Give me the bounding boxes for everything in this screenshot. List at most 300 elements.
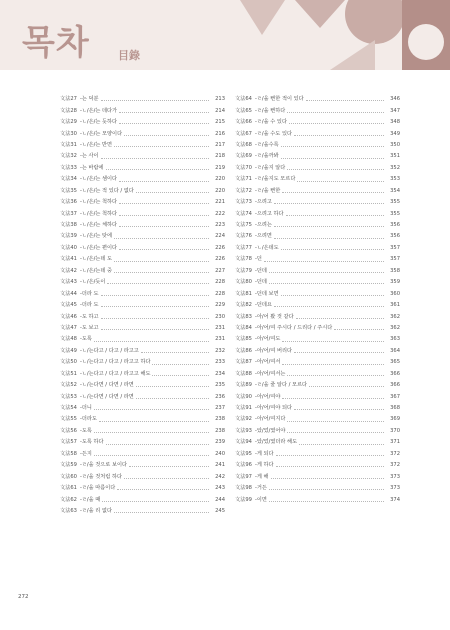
- dot-leader: [274, 238, 384, 239]
- toc-entry[interactable]: [60, 366, 225, 377]
- toc-entry-code: 文法38: [60, 222, 77, 229]
- toc-entry[interactable]: [235, 411, 400, 422]
- toc-entry-code: 文法65: [235, 107, 252, 114]
- toc-entry[interactable]: [60, 205, 225, 216]
- toc-entry[interactable]: [60, 320, 225, 331]
- toc-entry-label: -도록: [79, 427, 92, 434]
- toc-entry-label: -던데요: [254, 302, 272, 309]
- toc-entry-code: 文法44: [60, 290, 77, 297]
- toc-entry-page: 226: [215, 244, 225, 251]
- toc-entry[interactable]: [60, 114, 225, 125]
- toc-entry-label: -도 보고: [79, 324, 99, 331]
- dot-leader: [269, 501, 384, 502]
- toc-entry-code: 文法52: [60, 382, 77, 389]
- toc-entry-page: 226: [215, 256, 225, 263]
- toc-entry-page: 370: [390, 427, 400, 434]
- dot-leader: [274, 203, 384, 204]
- dot-leader: [94, 409, 209, 410]
- toc-entry-code: 文法61: [60, 485, 77, 492]
- toc-entry-code: 文法46: [60, 313, 77, 320]
- toc-entry-page: 223: [215, 222, 225, 229]
- dot-leader: [94, 455, 209, 456]
- toc-entry-label: -ㄴ/은/듯이: [79, 279, 106, 286]
- toc-entry-label: -ㄴ/는다면 / 다면 / 라면: [79, 393, 134, 400]
- toc-entry[interactable]: [60, 503, 225, 514]
- toc-entry-label: -ㄴ/은/는 셈이다: [79, 176, 118, 183]
- toc-left-column: [60, 91, 225, 514]
- dot-leader: [282, 364, 384, 365]
- dot-leader: [119, 112, 209, 113]
- toc-entry-page: 353: [390, 176, 400, 183]
- toc-entry[interactable]: [60, 297, 225, 308]
- dot-leader: [114, 512, 209, 513]
- toc-entry[interactable]: [60, 160, 225, 171]
- toc-entry-label: -더라도: [79, 416, 97, 423]
- toc-entry[interactable]: [235, 388, 400, 399]
- toc-entry[interactable]: [60, 457, 225, 468]
- toc-entry-page: 362: [390, 313, 400, 320]
- toc-entry-code: 文法42: [60, 267, 77, 274]
- toc-entry[interactable]: [60, 251, 225, 262]
- toc-entry-label: -ㄹ/을 리 없다: [79, 507, 112, 514]
- toc-entry-code: 文法95: [235, 450, 252, 457]
- toc-entry[interactable]: [235, 217, 400, 228]
- toc-entry-code: 文法34: [60, 176, 77, 183]
- toc-entry[interactable]: [60, 171, 225, 182]
- toc-entry-label: -ㄴ/는다고 / 다고 / 라고고 하다: [79, 359, 151, 366]
- toc-entry[interactable]: [60, 491, 225, 502]
- toc-entry[interactable]: [60, 400, 225, 411]
- toc-entry-label: -게 하다: [254, 462, 274, 469]
- dot-leader: [274, 306, 384, 307]
- toc-entry-code: 文法55: [60, 416, 77, 423]
- toc-entry[interactable]: [60, 480, 225, 491]
- dot-leader: [136, 386, 209, 387]
- toc-entry-code: 文法74: [235, 210, 252, 217]
- toc-entry-label: -던데: [254, 267, 267, 274]
- toc-entry[interactable]: [235, 423, 400, 434]
- toc-entry-label: -ㄴ/은/는 척하다: [79, 199, 118, 206]
- dot-leader: [107, 283, 209, 284]
- toc-entry-label: -ㄹ/을 것처럼 하다: [79, 473, 122, 480]
- toc-entry[interactable]: [60, 388, 225, 399]
- toc-entry[interactable]: [235, 354, 400, 365]
- toc-entry[interactable]: [60, 446, 225, 457]
- toc-entry-page: 361: [390, 302, 400, 309]
- toc-entry-label: -으려는: [254, 222, 272, 229]
- dot-leader: [294, 409, 384, 410]
- toc-entry[interactable]: [235, 377, 400, 388]
- toc-entry-code: 文法47: [60, 324, 77, 331]
- toc-entry-label: -아/어/여지다: [254, 416, 286, 423]
- toc-entry-code: 文法63: [60, 507, 77, 514]
- toc-entry-label: -ㄴ/은/는 듯하다: [79, 119, 118, 126]
- dot-leader: [114, 272, 209, 273]
- toc-entry[interactable]: [235, 285, 400, 296]
- toc-entry-page: 215: [215, 119, 225, 126]
- toc-entry[interactable]: [235, 240, 400, 251]
- toc-entry-label: -ㄹ/을 것으로 보이다: [79, 462, 127, 469]
- dot-leader: [269, 283, 384, 284]
- toc-entry[interactable]: [60, 377, 225, 388]
- toc-entry[interactable]: [60, 331, 225, 342]
- dot-leader: [286, 215, 384, 216]
- toc-entry-code: 文法72: [235, 187, 252, 194]
- dot-leader: [101, 306, 209, 307]
- toc-entry[interactable]: [235, 434, 400, 445]
- dot-leader: [136, 398, 209, 399]
- toc-entry-label: -던: [254, 256, 262, 263]
- toc-entry-label: -아/어/여서: [254, 359, 281, 366]
- toc-entry-label: -ㄴ/은데도: [254, 244, 279, 251]
- toc-entry[interactable]: [235, 263, 400, 274]
- toc-entry-code: 文法41: [60, 256, 77, 263]
- toc-entry-label: -ㄴ/는다면 / 다면 / 라면: [79, 382, 134, 389]
- toc-entry-page: 358: [390, 267, 400, 274]
- toc-entry-code: 文法56: [60, 427, 77, 434]
- toc-entry-page: 245: [215, 507, 225, 514]
- toc-entry-code: 文法43: [60, 279, 77, 286]
- toc-entry-page: 235: [215, 382, 225, 389]
- toc-entry-label: -ㄹ/을 줄 알다 / 모르다: [254, 382, 308, 389]
- toc-entry-code: 文法80: [235, 279, 252, 286]
- toc-entry-label: -ㄴ/은/는 반면: [79, 141, 113, 148]
- toc-entry-page: 230: [215, 313, 225, 320]
- toc-entry[interactable]: [235, 102, 400, 113]
- toc-entry-code: 文法62: [60, 496, 77, 503]
- toc-entry-code: 文法59: [60, 462, 77, 469]
- toc-entry[interactable]: [60, 274, 225, 285]
- toc-entry-label: -ㄹ/을 때: [79, 496, 101, 503]
- toc-entry[interactable]: [235, 194, 400, 205]
- dot-leader: [94, 341, 209, 342]
- toc-entry-code: 文法57: [60, 439, 77, 446]
- toc-entry-page: 214: [215, 107, 225, 114]
- toc-entry-label: -ㄴ/은/는 탓에: [79, 233, 113, 240]
- toc-entry-page: 366: [390, 370, 400, 377]
- toc-entry[interactable]: [60, 285, 225, 296]
- toc-entry-code: 文法71: [235, 176, 252, 183]
- toc-entry-label: -ㄴ/은/는 척하다: [79, 210, 118, 217]
- toc-entry-page: 242: [215, 473, 225, 480]
- dot-leader: [296, 318, 384, 319]
- toc-entry-label: -는 사이: [79, 153, 99, 160]
- toc-entry-code: 文法53: [60, 393, 77, 400]
- toc-entry-page: 217: [215, 141, 225, 148]
- toc-entry-code: 文法89: [235, 382, 252, 389]
- toc-entry-code: 文法99: [235, 496, 252, 503]
- toc-entry-code: 文法93: [235, 427, 252, 434]
- dot-leader: [129, 466, 209, 467]
- dot-leader: [114, 146, 209, 147]
- page-title: 목차: [22, 23, 90, 63]
- toc-entry-page: 346: [390, 96, 400, 103]
- toc-entry-label: -ㄹ/을 따름이다: [79, 485, 116, 492]
- toc-entry-label: -도 하고: [79, 313, 99, 320]
- toc-entry-page: 220: [215, 176, 225, 183]
- toc-entry-code: 文法51: [60, 370, 77, 377]
- toc-entry-page: 243: [215, 485, 225, 492]
- toc-entry-label: -이면: [254, 496, 267, 503]
- toc-entry-label: -던데 보면: [254, 290, 279, 297]
- toc-entry[interactable]: [235, 491, 400, 502]
- toc-entry-code: 文法33: [60, 164, 77, 171]
- toc-entry-label: -ㄴ/은/는 데다가: [79, 107, 118, 114]
- dot-leader: [282, 341, 384, 342]
- toc-entry-label: -ㄴ/는다고 / 다고 / 라고고: [79, 347, 139, 354]
- toc-entry[interactable]: [235, 457, 400, 468]
- toc-entry[interactable]: [60, 102, 225, 113]
- dot-leader: [264, 261, 384, 262]
- toc-entry-label: -게 되다: [254, 450, 274, 457]
- toc-entry-page: 373: [390, 473, 400, 480]
- toc-entry[interactable]: [235, 446, 400, 457]
- toc-entry[interactable]: [60, 217, 225, 228]
- toc-entry[interactable]: [60, 183, 225, 194]
- toc-entry-page: 224: [215, 233, 225, 240]
- dot-leader: [294, 135, 384, 136]
- dot-leader: [119, 203, 209, 204]
- toc-entry-code: 文法92: [235, 416, 252, 423]
- toc-entry[interactable]: [235, 320, 400, 331]
- toc-entry-page: 228: [215, 279, 225, 286]
- toc-entry-page: 219: [215, 164, 225, 171]
- dot-leader: [276, 466, 384, 467]
- toc-entry-label: -도록: [79, 336, 92, 343]
- toc-entry[interactable]: [60, 194, 225, 205]
- toc-entry-page: 222: [215, 210, 225, 217]
- toc-entry-label: -ㄹ/을수록: [254, 141, 279, 148]
- toc-entry-label: -으려면: [254, 233, 272, 240]
- toc-entry[interactable]: [235, 343, 400, 354]
- dot-leader: [152, 375, 209, 376]
- toc-entry-label: -ㄴ/은/는데 중: [79, 267, 113, 274]
- toc-entry-code: 文法37: [60, 210, 77, 217]
- toc-entry-page: 231: [215, 324, 225, 331]
- toc-entry-page: 349: [390, 130, 400, 137]
- toc-entry[interactable]: [60, 434, 225, 445]
- dot-leader: [334, 329, 384, 330]
- dot-leader: [281, 158, 384, 159]
- toc-entry[interactable]: [60, 308, 225, 319]
- toc-entry[interactable]: [235, 308, 400, 319]
- dot-leader: [271, 478, 384, 479]
- toc-entry[interactable]: [235, 274, 400, 285]
- toc-entry[interactable]: [60, 411, 225, 422]
- toc-entry-label: -아/어/여야: [254, 393, 281, 400]
- toc-entry-label: -거든: [254, 485, 267, 492]
- toc-entry-label: -ㄴ/은/는 모양이다: [79, 130, 123, 137]
- toc-entry-page: 237: [215, 405, 225, 412]
- dot-leader: [281, 249, 384, 250]
- dot-leader: [287, 421, 384, 422]
- dot-leader: [287, 169, 384, 170]
- toc-entry[interactable]: [60, 125, 225, 136]
- toc-entry-page: 347: [390, 107, 400, 114]
- dot-leader: [117, 489, 209, 490]
- dot-leader: [289, 123, 384, 124]
- toc-entry[interactable]: [235, 468, 400, 479]
- toc-entry-label: -아/어/여서는: [254, 370, 286, 377]
- toc-entry-label: -아/어/여 버리다: [254, 347, 293, 354]
- toc-entry[interactable]: [60, 468, 225, 479]
- dot-leader: [99, 421, 209, 422]
- toc-entry-page: 213: [215, 96, 225, 103]
- toc-entry-page: 233: [215, 359, 225, 366]
- toc-entry[interactable]: [235, 171, 400, 182]
- toc-entry-page: 231: [215, 336, 225, 343]
- dot-leader: [114, 261, 209, 262]
- toc-entry-code: 文法73: [235, 199, 252, 206]
- toc-entry-label: -으려고: [254, 199, 272, 206]
- toc-entry-page: 369: [390, 416, 400, 423]
- toc-entry-code: 文法91: [235, 405, 252, 412]
- toc-entry-page: 357: [390, 256, 400, 263]
- toc-entry-code: 文法75: [235, 222, 252, 229]
- toc-entry[interactable]: [60, 148, 225, 159]
- toc-entry-code: 文法90: [235, 393, 252, 400]
- toc-entry-page: 355: [390, 210, 400, 217]
- toc-entry[interactable]: [235, 251, 400, 262]
- page-subtitle: 目錄: [118, 49, 140, 62]
- toc-entry-label: -ㄹ/을지도 모르다: [254, 176, 296, 183]
- toc-entry-code: 文法50: [60, 359, 77, 366]
- toc-entry[interactable]: [60, 343, 225, 354]
- toc-entry[interactable]: [235, 160, 400, 171]
- dot-leader: [287, 432, 384, 433]
- dot-leader: [287, 112, 384, 113]
- dot-leader: [136, 192, 209, 193]
- toc-entry-code: 文法30: [60, 130, 77, 137]
- header-band: [0, 0, 450, 70]
- toc-entry-label: -ㄹ/을지 알다: [254, 164, 286, 171]
- toc-entry[interactable]: [235, 205, 400, 216]
- toc-entry-page: 374: [390, 496, 400, 503]
- toc-entry[interactable]: [235, 114, 400, 125]
- toc-entry-label: -아/어/여야 되다: [254, 405, 293, 412]
- toc-entry-code: 文法70: [235, 164, 252, 171]
- toc-entry-page: 366: [390, 382, 400, 389]
- toc-entry-page: 355: [390, 199, 400, 206]
- toc-entry-label: -ㄴ/는다고 / 다고 / 라고고 해도: [79, 370, 151, 377]
- toc-entry[interactable]: [235, 480, 400, 491]
- toc-entry[interactable]: [60, 91, 225, 102]
- toc-entry[interactable]: [60, 137, 225, 148]
- toc-entry[interactable]: [235, 297, 400, 308]
- dot-leader: [274, 226, 384, 227]
- toc-entry[interactable]: [60, 354, 225, 365]
- toc-entry-page: 365: [390, 359, 400, 366]
- toc-entry[interactable]: [235, 366, 400, 377]
- toc-entry[interactable]: [60, 263, 225, 274]
- toc-entry-page: 239: [215, 439, 225, 446]
- toc-entry-page: 373: [390, 485, 400, 492]
- toc-entry[interactable]: [235, 228, 400, 239]
- toc-entry[interactable]: [60, 423, 225, 434]
- toc-entry-code: 文法49: [60, 347, 77, 354]
- toc-entry[interactable]: [235, 183, 400, 194]
- toc-entry-code: 文法68: [235, 141, 252, 148]
- toc-entry-code: 文法35: [60, 187, 77, 194]
- toc-entry-label: -는 바람에: [79, 164, 104, 171]
- toc-entry-page: 362: [390, 324, 400, 331]
- toc-entry-code: 文法88: [235, 370, 252, 377]
- dot-leader: [287, 375, 384, 376]
- toc-entry[interactable]: [235, 125, 400, 136]
- toc-entry-page: 240: [215, 450, 225, 457]
- toc-entry-code: 文法85: [235, 336, 252, 343]
- toc-entry-code: 文法40: [60, 244, 77, 251]
- dot-leader: [101, 329, 209, 330]
- toc-entry-code: 文法58: [60, 450, 77, 457]
- toc-entry-code: 文法29: [60, 119, 77, 126]
- toc-entry-page: 244: [215, 496, 225, 503]
- toc-entry-page: 236: [215, 393, 225, 400]
- toc-entry[interactable]: [235, 400, 400, 411]
- toc-entry-code: 文法28: [60, 107, 77, 114]
- dot-leader: [101, 100, 209, 101]
- toc-entry-page: 218: [215, 153, 225, 160]
- toc-entry-label: -게 해: [254, 473, 269, 480]
- dot-leader: [281, 146, 384, 147]
- dot-leader: [282, 192, 384, 193]
- toc-entry[interactable]: [235, 148, 400, 159]
- toc-entry-label: -았/었/였더라 해도: [254, 439, 298, 446]
- dot-leader: [297, 181, 384, 182]
- toc-entry[interactable]: [60, 228, 225, 239]
- toc-entry-code: 文法36: [60, 199, 77, 206]
- decorative-shapes: [170, 0, 450, 70]
- toc-entry-page: 372: [390, 462, 400, 469]
- toc-entry-code: 文法67: [235, 130, 252, 137]
- dot-leader: [269, 489, 384, 490]
- dot-leader: [276, 455, 384, 456]
- dot-leader: [101, 158, 209, 159]
- dot-leader: [119, 215, 209, 216]
- dot-leader: [101, 295, 209, 296]
- toc-entry[interactable]: [60, 240, 225, 251]
- dot-leader: [101, 318, 209, 319]
- toc-entry-page: 363: [390, 336, 400, 343]
- toc-entry-label: -ㄹ/을 수도 있다: [254, 130, 292, 137]
- toc-entry-code: 文法39: [60, 233, 77, 240]
- toc-entry[interactable]: [235, 137, 400, 148]
- toc-entry-page: 359: [390, 279, 400, 286]
- toc-entry-page: 238: [215, 416, 225, 423]
- toc-entry-page: 364: [390, 347, 400, 354]
- toc-entry-page: 354: [390, 187, 400, 194]
- toc-entry-code: 文法76: [235, 233, 252, 240]
- toc-entry-code: 文法87: [235, 359, 252, 366]
- toc-entry-page: 367: [390, 393, 400, 400]
- toc-entry-code: 文法45: [60, 302, 77, 309]
- toc-entry-code: 文法31: [60, 141, 77, 148]
- toc-entry-page: 352: [390, 164, 400, 171]
- toc-entry[interactable]: [235, 91, 400, 102]
- toc-entry-label: -ㄹ/을 뻔하다: [254, 107, 286, 114]
- toc-entry-code: 文法77: [235, 244, 252, 251]
- toc-entry-label: -도록 하다: [79, 439, 104, 446]
- toc-entry-page: 368: [390, 405, 400, 412]
- dot-leader: [106, 444, 209, 445]
- toc-entry-code: 文法83: [235, 313, 252, 320]
- toc-entry-page: 372: [390, 450, 400, 457]
- toc-entry[interactable]: [235, 331, 400, 342]
- dot-leader: [102, 501, 209, 502]
- toc-entry-code: 文法27: [60, 96, 77, 103]
- toc-entry-label: -ㄴ/은/는데 도: [79, 256, 113, 263]
- dot-leader: [106, 169, 209, 170]
